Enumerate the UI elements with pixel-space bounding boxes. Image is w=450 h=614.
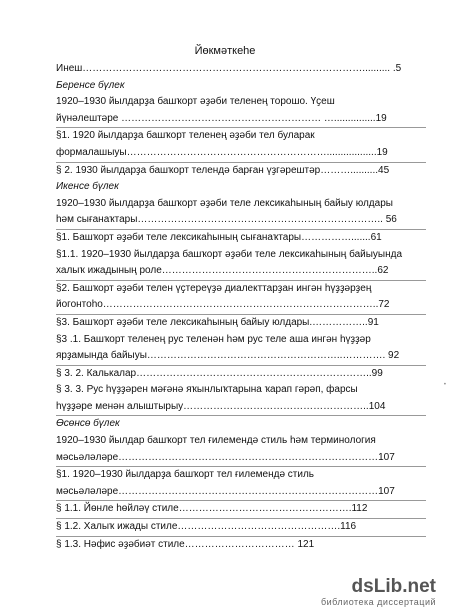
- toc-entry: § 3. 3. Рус һүҙҙәрен мәғәнә яҡынлыҡтарына ҡарап гәрәп, фарсы: [56, 384, 358, 396]
- toc-entry: йогонтоһо………………………………………………………………………..72: [56, 297, 426, 315]
- toc-entry: 1920–1930 йылдар башҡорт тел ғилемендә стиль һәм терминология: [56, 435, 376, 447]
- toc-entry: §2. Башҡорт әҙәби телен үҫтереүҙә диалекттарҙан ингән һүҙҙәрҙең: [56, 282, 372, 294]
- toc-entry: 1920–1930 йылдарҙа башҡорт әҙәби теле лексикаһының байыу юлдары: [56, 197, 393, 209]
- toc-entry: мәсьәләләре……………………………………………………………………107: [56, 450, 426, 468]
- toc-entry: §1.1. 1920–1930 йылдарҙа башҡорт әҙәби теле лексикаһының байыуында: [56, 248, 403, 260]
- watermark-logo: dsLib.net: [351, 576, 436, 597]
- watermark-subtitle: библиотека диссертаций: [320, 597, 436, 607]
- toc-entry: йүнәлештәре …………………………………………………… …...............19: [56, 111, 426, 129]
- toc-entry: §1. 1920–1930 йылдарҙа башҡорт тел ғилемендә стиль: [56, 469, 314, 481]
- toc-entry: § 3. 2. Калькалар……………………………………………………………..99: [56, 367, 383, 379]
- toc-entry: § 1.2. Халыҡ ижады стиле………………………………………….116: [56, 519, 426, 537]
- toc-chapter-heading: Өсөнсө бүлек: [56, 418, 120, 430]
- side-mark: •: [443, 382, 446, 388]
- table-of-contents: [56, 61, 426, 553]
- toc-entry: § 1.3. Нәфис әҙәбиәт стиле…………………………… 121: [56, 538, 315, 550]
- toc-entry: §1. Башҡорт әҙәби теле лексикаһының сығанаҡтары…………….......61: [56, 231, 382, 243]
- toc-entry: § 2. 1930 йылдарҙа башҡорт телендә барған үҙгәрештәр………..........45: [56, 164, 390, 176]
- toc-entry: §3. Башҡорт әҙәби теле лексикаһының байыу юлдары.……………..91: [56, 316, 379, 328]
- toc-entry: §1. 1920 йылдарҙа башҡорт теленең әҙәби тел буларак: [56, 130, 315, 142]
- toc-entry: формалашыуы……………………………………………………..................19: [56, 145, 426, 163]
- toc-entry: 1920–1930 йылдарҙа башҡорт әҙәби теленең торошо. Үҫеш: [56, 96, 335, 108]
- toc-entry: мәсьәләләре……………………………………………………………………107: [56, 484, 426, 502]
- toc-chapter-heading: Беренсе бүлек: [56, 79, 125, 91]
- toc-entry: һәм сығанаҡтары……………………………………………………………….. 56: [56, 212, 426, 230]
- toc-title: Йөкмәткеһе: [194, 45, 256, 57]
- toc-entry: ярҙамында байыуы…………………………………………………..…………. 92: [56, 348, 426, 366]
- toc-entry: халыҡ ижадының роле………………………………………………………..62: [56, 263, 426, 281]
- toc-entry: Инеш………………………………………………………………………….......... .5: [56, 63, 402, 74]
- toc-entry: § 1.1. Йөнле һөйләү стиле…………………………………………….112: [56, 501, 426, 519]
- toc-chapter-heading: Икенсе бүлек: [56, 181, 119, 193]
- toc-entry: §3 .1. Башҡорт теленең рус теленән һәм рус теле аша ингән һүҙҙәр: [56, 333, 371, 345]
- watermark: [321, 577, 436, 608]
- toc-entry: һүҙҙәре менән алыштырыу………………………………………………..104: [56, 399, 426, 417]
